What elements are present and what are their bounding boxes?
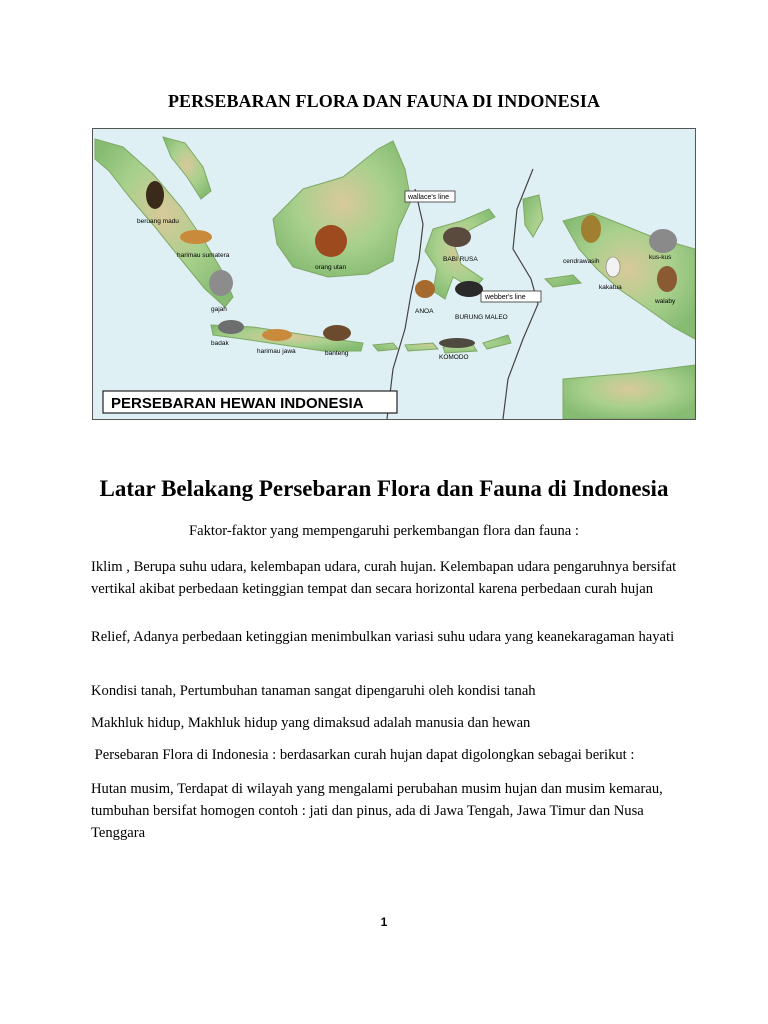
intro-paragraph: Faktor-faktor yang mempengaruhi perkembangan flora dan fauna :	[189, 523, 579, 539]
label-babi-rusa: BABI RUSA	[443, 256, 478, 263]
paragraph-relief: Relief, Adanya perbedaan ketinggian menimbulkan variasi suhu udara yang keanekaragaman hayati	[91, 629, 675, 645]
paragraph-makhluk-hidup: Makhluk hidup, Makhluk hidup yang dimaksud adalah manusia dan hewan	[91, 715, 531, 731]
label-gajah: gajah	[211, 306, 227, 313]
label-banteng: banteng	[325, 350, 349, 357]
gajah-icon	[209, 270, 233, 296]
label-kus-kus: kus-kus	[649, 254, 672, 261]
badak-icon	[218, 320, 244, 334]
babi-rusa-icon	[443, 227, 471, 247]
orang-utan-icon	[315, 225, 347, 257]
fauna-map-image	[92, 128, 696, 420]
document-title: PERSEBARAN FLORA DAN FAUNA DI INDONESIA	[167, 91, 601, 111]
label-anoa: ANOA	[415, 308, 434, 315]
label-orang-utan: orang utan	[315, 264, 347, 271]
paragraph-iklim: Iklim , Berupa suhu udara, kelembapan udara, curah hujan. Kelembapan udara pengaruhnya bersifat vertikal akibat perbedaan ketinggian tempat dan secara horizontal karena perbedaan curah hujan	[91, 559, 677, 597]
cendrawasih-icon	[581, 215, 601, 243]
label-walaby: walaby	[655, 298, 676, 305]
page-number: 1	[380, 915, 388, 929]
label-harimau-jawa: harimau jawa	[257, 348, 296, 355]
kakatua-icon	[606, 257, 620, 277]
kus-kus-icon	[649, 229, 677, 253]
paragraph-persebaran-flora: Persebaran Flora di Indonesia : berdasarkan curah hujan dapat digolongkan sebagai berikut :	[91, 747, 635, 763]
anoa-icon	[415, 280, 435, 298]
paragraph-hutan-musim: Hutan musim, Terdapat di wilayah yang mengalami perubahan musim hujan dan musim kemarau, tumbuhan bersifat homogen contoh : jati dan pinus, ada di Jawa Tengah, Jawa Timur dan Nusa Tenggara	[91, 781, 663, 841]
harimau-jawa-icon	[262, 329, 292, 341]
label-komodo: KOMODO	[439, 354, 469, 361]
harimau-sumatera-icon	[180, 230, 212, 244]
label-kakatua: kakatua	[599, 284, 622, 291]
paragraph-kondisi-tanah: Kondisi tanah, Pertumbuhan tanaman sangat dipengaruhi oleh kondisi tanah	[91, 683, 536, 699]
beruang-madu-icon	[146, 181, 164, 209]
label-burung-maleo: BURUNG MALEO	[455, 314, 508, 321]
komodo-icon	[439, 338, 475, 348]
label-cendrawasih: cendrawasih	[563, 258, 600, 265]
banteng-icon	[323, 325, 351, 341]
section-heading: Latar Belakang Persebaran Flora dan Fauna di Indonesia	[99, 476, 669, 501]
wallace-line-label: wallace's line	[408, 194, 450, 201]
walaby-icon	[657, 266, 677, 292]
label-beruang-madu: beruang madu	[137, 218, 179, 225]
burung-maleo-icon	[455, 281, 483, 297]
map-banner: PERSEBARAN HEWAN INDONESIA	[111, 395, 364, 412]
label-badak: badak	[211, 340, 229, 347]
label-harimau-sumatera: harimau sumatera	[177, 252, 230, 259]
weber-line-label: webber's line	[485, 294, 526, 301]
